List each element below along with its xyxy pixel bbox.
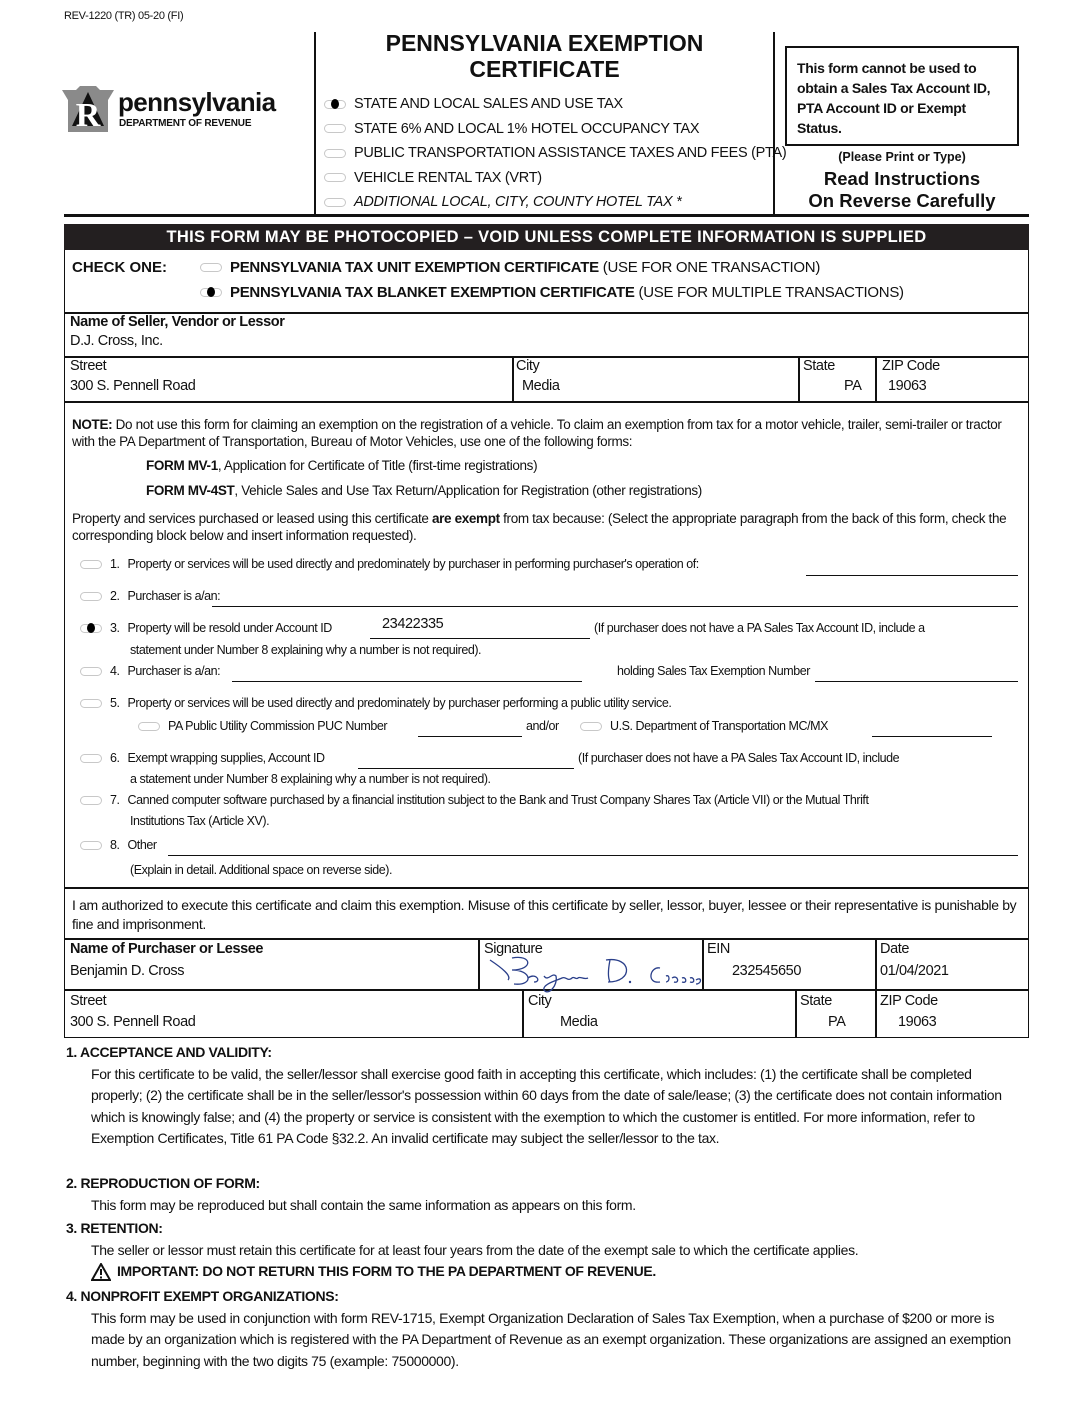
note-lead: NOTE:	[72, 417, 113, 432]
radio-icon[interactable]	[324, 149, 346, 158]
reason-3[interactable]	[80, 621, 332, 635]
radio-checked-icon[interactable]	[80, 624, 102, 633]
instruction-3	[66, 1218, 1026, 1283]
purchaser-state-label: State	[800, 993, 832, 1009]
print-note: (Please Print or Type)	[838, 150, 966, 164]
tax-type-pta[interactable]	[324, 141, 786, 166]
radio-icon[interactable]	[138, 722, 160, 731]
reason-text: Other	[127, 838, 157, 852]
seller-street-field[interactable]: 300 S. Pennell Road	[70, 378, 196, 394]
purchaser-zip-field[interactable]: 19063	[898, 1014, 937, 1030]
seller-zip-field[interactable]: 19063	[888, 378, 927, 394]
instruction-1	[66, 1042, 1026, 1150]
reason-1[interactable]	[80, 557, 699, 571]
radio-checked-icon[interactable]	[200, 288, 222, 297]
radio-icon[interactable]	[80, 796, 102, 805]
reason-5[interactable]	[80, 696, 671, 710]
divider	[64, 938, 1029, 940]
reason-7[interactable]	[80, 793, 868, 807]
radio-icon[interactable]	[324, 198, 346, 207]
divider	[798, 356, 800, 401]
reason-text: Canned computer software purchased by a financial institution subject to the Bank and Trust Company Shares Tax (Article VII) or the Mutual Thrift	[127, 793, 869, 807]
divider	[478, 938, 480, 989]
dot-option[interactable]	[580, 719, 828, 733]
instruction-heading: 1. ACCEPTANCE AND VALIDITY:	[66, 1044, 272, 1060]
reason-2-input[interactable]	[212, 593, 1018, 607]
reason-text: from tax because: (Select the appropriate paragraph from the back of this form, check the corresponding block below and insert information requested).	[72, 511, 1007, 543]
instruction-heading: 4. NONPROFIT EXEMPT ORGANIZATIONS:	[66, 1288, 339, 1304]
radio-icon[interactable]	[80, 841, 102, 850]
divider	[512, 356, 514, 401]
ein-field[interactable]: 232545650	[732, 963, 801, 979]
exemption-reason-intro	[72, 510, 1022, 544]
radio-icon[interactable]	[80, 560, 102, 569]
puc-label: PA Public Utility Commission PUC Number	[168, 719, 388, 733]
reason-number: 1.	[110, 557, 120, 571]
reason-3-note: (If purchaser does not have a PA Sales Tax Account ID, include a	[594, 621, 925, 635]
radio-icon[interactable]	[80, 754, 102, 763]
account-id-value: 23422335	[382, 616, 444, 632]
reason-bold: are exempt	[431, 511, 500, 526]
option-note: (USE FOR ONE TRANSACTION)	[602, 259, 821, 276]
radio-icon[interactable]	[324, 124, 346, 133]
reason-number: 3.	[110, 621, 120, 635]
other-input[interactable]	[168, 842, 1018, 856]
purchaser-name-field[interactable]: Benjamin D. Cross	[70, 963, 185, 979]
seller-state-label: State	[803, 358, 835, 374]
title-line-2: CERTIFICATE	[469, 56, 620, 82]
seller-zip-label: ZIP Code	[882, 358, 940, 374]
purchaser-state-field[interactable]: PA	[828, 1014, 846, 1030]
form-mv4st-name: FORM MV-4ST	[146, 483, 235, 498]
mc-mx-input[interactable]	[872, 723, 992, 737]
wrapping-account-id-input[interactable]	[358, 755, 574, 769]
signature-field[interactable]	[482, 946, 704, 996]
notice-box: This form cannot be used to obtain a Sales Tax Account ID, PTA Account ID or Exempt Status.	[785, 46, 1019, 146]
reason-3-note-2: statement under Number 8 explaining why a number is not required).	[130, 643, 482, 657]
reason-text: Purchaser is a/an:	[127, 664, 221, 678]
instruction-heading: 2. REPRODUCTION OF FORM:	[66, 1175, 260, 1191]
reason-number: 2.	[110, 589, 120, 603]
read-instructions	[775, 168, 1029, 212]
reason-6-note-2: a statement under Number 8 explaining why a number is not required).	[130, 772, 491, 786]
tax-type-sales-use[interactable]	[324, 92, 786, 117]
svg-text:R: R	[75, 97, 101, 134]
radio-icon[interactable]	[324, 173, 346, 182]
warning-text: IMPORTANT: DO NOT RETURN THIS FORM TO THE PA DEPARTMENT OF REVENUE.	[117, 1263, 656, 1279]
vehicle-note	[72, 416, 1022, 450]
puc-option[interactable]	[138, 719, 387, 733]
form-id: REV-1220 (TR) 05-20 (FI)	[64, 10, 184, 22]
reason-text: Exempt wrapping supplies, Account ID	[127, 751, 325, 765]
keystone-r-icon	[62, 86, 114, 136]
reason-text: Property or services will be used directly and predominately by purchaser in performing purchaser's operation of:	[127, 557, 699, 571]
photocopy-banner: THIS FORM MAY BE PHOTOCOPIED – VOID UNLESS COMPLETE INFORMATION IS SUPPLIED	[64, 224, 1029, 250]
purchaser-name-label: Name of Purchaser or Lessee	[70, 941, 264, 957]
blanket-certificate-option[interactable]	[200, 284, 904, 301]
option-note: (USE FOR MULTIPLE TRANSACTIONS)	[638, 284, 904, 301]
tax-type-additional-hotel[interactable]	[324, 190, 786, 215]
reason-number: 4.	[110, 664, 120, 678]
warning-triangle-icon	[91, 1263, 111, 1281]
seller-name-field[interactable]: D.J. Cross, Inc.	[70, 333, 163, 349]
reason-8-note: (Explain in detail. Additional space on reverse side).	[130, 863, 392, 877]
instruction-body: This form may be reproduced but shall contain the same information as appears on this form.	[91, 1196, 636, 1213]
purchaser-street-label: Street	[70, 993, 107, 1009]
form-mv4st-desc: , Vehicle Sales and Use Tax Return/Application for Registration (other registrations)	[234, 483, 702, 498]
check-one-label: CHECK ONE:	[72, 259, 168, 276]
tax-type-label: PUBLIC TRANSPORTATION ASSISTANCE TAXES AND FEES (PTA)	[354, 145, 787, 162]
divider	[522, 989, 524, 1038]
and-or: and/or	[526, 719, 559, 733]
important-warning	[66, 1261, 1026, 1283]
form-mv1-line	[146, 458, 537, 473]
purchaser-city-field[interactable]: Media	[560, 1014, 598, 1030]
tax-type-vrt[interactable]	[324, 166, 786, 191]
title-line-1: PENNSYLVANIA EXEMPTION	[385, 30, 704, 56]
dot-label: U.S. Department of Transportation MC/MX	[610, 719, 828, 733]
radio-icon[interactable]	[80, 667, 102, 676]
read-line-1: Read Instructions	[823, 168, 981, 189]
radio-icon[interactable]	[80, 699, 102, 708]
reason-6-note: (If purchaser does not have a PA Sales Tax Account ID, include	[578, 751, 900, 765]
seller-city-field[interactable]: Media	[522, 378, 560, 394]
tax-type-label: ADDITIONAL LOCAL, CITY, COUNTY HOTEL TAX *	[354, 194, 682, 211]
form-mv4st-line	[146, 483, 702, 498]
divider	[875, 356, 877, 401]
seller-name-label: Name of Seller, Vendor or Lessor	[70, 314, 285, 330]
authorization-statement: I am authorized to execute this certificate and claim this exemption. Misuse of this certificate by seller, lessor, buyer, lessee or their representative is punishable by fine and imprisonment.	[72, 897, 1017, 932]
read-line-2: On Reverse Carefully	[808, 190, 996, 211]
divider	[64, 887, 1029, 889]
instruction-2	[66, 1173, 1026, 1216]
reason-1-input[interactable]	[806, 562, 1018, 576]
tax-type-label: STATE AND LOCAL SALES AND USE TAX	[354, 96, 623, 113]
reason-text: Property or services will be used directly and predominately by purchaser performing a public utility service.	[127, 696, 672, 710]
logo-dept: DEPARTMENT OF REVENUE	[119, 118, 252, 129]
reason-text: Property will be resold under Account ID	[127, 621, 332, 635]
seller-city-label: City	[516, 358, 540, 374]
tax-type-label: STATE 6% AND LOCAL 1% HOTEL OCCUPANCY TAX	[354, 120, 700, 137]
note-text: Do not use this form for claiming an exemption on the registration of a vehicle. To claim an exemption from tax for a motor vehicle, trailer, semi-trailer or tractor with the PA Department of Transportation, Bureau of Motor Vehicles, use one of the following forms:	[72, 417, 1002, 449]
instruction-heading: 3. RETENTION:	[66, 1220, 163, 1236]
reason-7-line-2: Institutions Tax (Article XV).	[130, 814, 270, 828]
divider	[875, 938, 877, 1038]
pa-revenue-logo	[62, 86, 276, 138]
divider	[64, 401, 1029, 403]
date-field[interactable]: 01/04/2021	[880, 963, 949, 979]
reason-4[interactable]	[80, 664, 220, 678]
tax-type-hotel-occupancy[interactable]	[324, 117, 786, 142]
unit-certificate-option[interactable]	[200, 259, 820, 276]
page-title	[316, 30, 773, 82]
purchaser-zip-label: ZIP Code	[880, 993, 938, 1009]
purchaser-city-label: City	[528, 993, 552, 1009]
reason-6[interactable]	[80, 751, 325, 765]
reason-text: Property and services purchased or leased using this certificate	[72, 511, 432, 526]
divider	[64, 214, 1029, 217]
reason-text: Purchaser is a/an:	[127, 589, 221, 603]
reason-number: 6.	[110, 751, 120, 765]
logo-name: pennsylvania	[118, 87, 276, 117]
instruction-body: The seller or lessor must retain this certificate for at least four years from the date of the exempt sale to which the certificate applies.	[91, 1241, 859, 1258]
ein-label: EIN	[707, 941, 730, 957]
instruction-body: This form may be used in conjunction with form REV-1715, Exempt Organization Declaration of Sales Tax Exemption, when a purchase of $200 or more is made by an organization which is registered with the PA Department of Revenue as an exempt organization. These organizations are assigned an exemption number, beginning with the two digits 75 (example: 75000000).	[91, 1309, 1011, 1369]
reason-number: 5.	[110, 696, 120, 710]
seller-street-label: Street	[70, 358, 107, 374]
date-label: Date	[880, 941, 910, 957]
reason-2[interactable]	[80, 589, 220, 603]
radio-icon[interactable]	[80, 592, 102, 601]
option-title: PENNSYLVANIA TAX BLANKET EXEMPTION CERTIFICATE	[230, 284, 635, 301]
reason-8[interactable]	[80, 838, 157, 852]
radio-icon[interactable]	[580, 722, 602, 731]
reason-4-mid: holding Sales Tax Exemption Number	[617, 664, 810, 678]
form-mv1-name: FORM MV-1	[146, 458, 218, 473]
reason-4-input[interactable]	[232, 668, 582, 682]
purchaser-street-field[interactable]: 300 S. Pennell Road	[70, 1014, 196, 1030]
tax-type-list	[324, 92, 786, 215]
exemption-number-input[interactable]	[815, 668, 1018, 682]
instruction-body: For this certificate to be valid, the seller/lessor shall exercise good faith in accepting this certificate, which includes: (1) the certificate shall be completed properly; (2) the certificate shall be in the seller/lessor's possession within 60 days from the date of sale/lease; (3) the certificate does not contain information which is knowingly false; and (4) the property or service is consistent with the exemption to which the customer is entitled. For more information, refer to Exemption Certificates, Title 61 PA Code §32.2. An invalid certificate may subject the seller/lessor to the tax.	[91, 1065, 1002, 1146]
radio-checked-icon[interactable]	[324, 100, 346, 109]
seller-state-field[interactable]: PA	[844, 378, 862, 394]
form-mv1-desc: , Application for Certificate of Title (first-time registrations)	[217, 458, 538, 473]
reason-number: 7.	[110, 793, 120, 807]
instruction-4	[66, 1286, 1026, 1372]
radio-icon[interactable]	[200, 263, 222, 272]
signature-label: Signature	[484, 941, 543, 957]
reason-number: 8.	[110, 838, 120, 852]
divider	[795, 989, 797, 1038]
tax-type-label: VEHICLE RENTAL TAX (VRT)	[354, 169, 542, 186]
option-title: PENNSYLVANIA TAX UNIT EXEMPTION CERTIFICATE	[230, 259, 599, 276]
puc-number-input[interactable]	[418, 723, 522, 737]
